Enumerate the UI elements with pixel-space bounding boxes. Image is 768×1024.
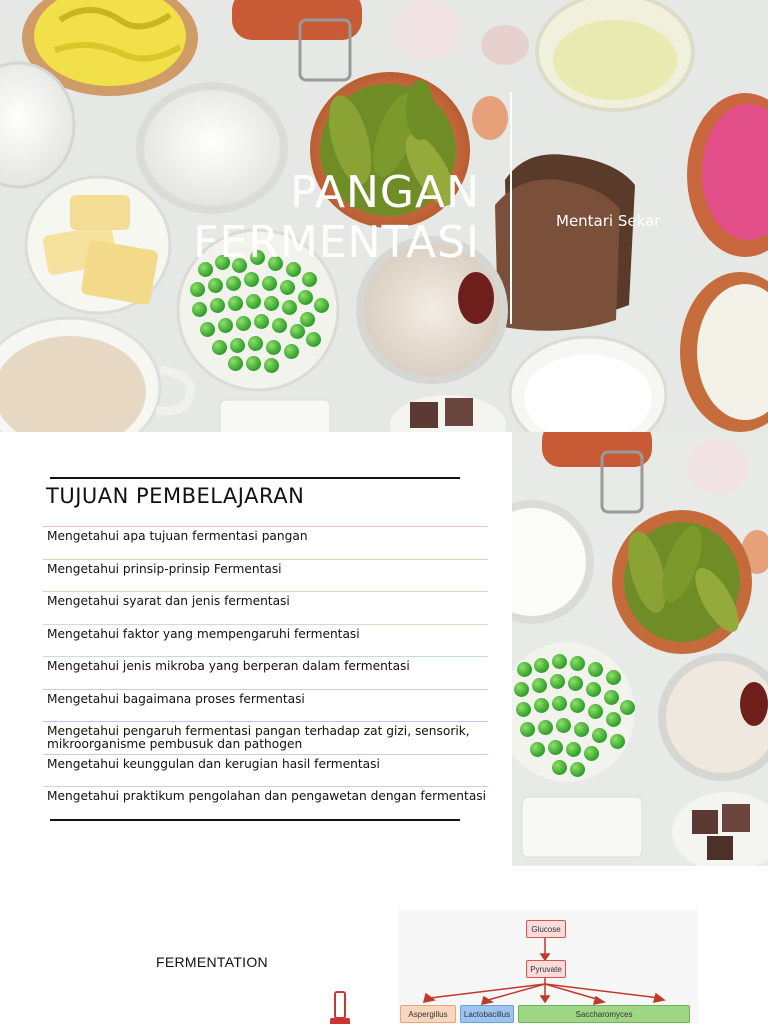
- title-divider: [510, 92, 512, 324]
- bottom-rule: [50, 819, 460, 821]
- glucose-node: Glucose: [526, 920, 566, 938]
- fermentation-slide: [0, 866, 768, 1024]
- objective-item: Mengetahui praktikum pengolahan dan pengawetan dengan fermentasi: [43, 786, 488, 819]
- flowchart-arrows: [0, 866, 768, 1024]
- objective-item: Mengetahui apa tujuan fermentasi pangan: [43, 526, 488, 559]
- aspergillus-node: Aspergillus: [400, 1005, 456, 1023]
- objective-item: Mengetahui jenis mikroba yang berperan dalam fermentasi: [43, 656, 488, 689]
- top-rule: [50, 477, 460, 479]
- objectives-heading: TUJUAN PEMBELAJARAN: [46, 484, 305, 508]
- objectives-slide: [0, 432, 768, 866]
- objective-item: Mengetahui bagaimana proses fermentasi: [43, 689, 488, 722]
- fermented-food-side-photo: [512, 432, 768, 866]
- saccharomyces-node: Saccharomyces: [518, 1005, 690, 1023]
- pyruvate-node: Pyruvate: [526, 960, 566, 978]
- presentation-title: PANGAN FERMENTASI: [193, 167, 480, 268]
- fermentation-title: FERMENTATION: [156, 954, 268, 970]
- objective-item: Mengetahui pengaruh fermentasi pangan terhadap zat gizi, sensorik, mikroorganisme pembusuk dan pathogen: [43, 721, 488, 754]
- title-slide: [0, 0, 768, 432]
- objectives-list: [43, 526, 488, 819]
- author-name: Mentari Sekar: [556, 212, 661, 230]
- lactobacillus-node: Lactobacillus: [460, 1005, 514, 1023]
- objective-item: Mengetahui faktor yang mempengaruhi fermentasi: [43, 624, 488, 657]
- objective-item: Mengetahui prinsip-prinsip Fermentasi: [43, 559, 488, 592]
- objective-item: Mengetahui syarat dan jenis fermentasi: [43, 591, 488, 624]
- objective-item: Mengetahui keunggulan dan kerugian hasil fermentasi: [43, 754, 488, 787]
